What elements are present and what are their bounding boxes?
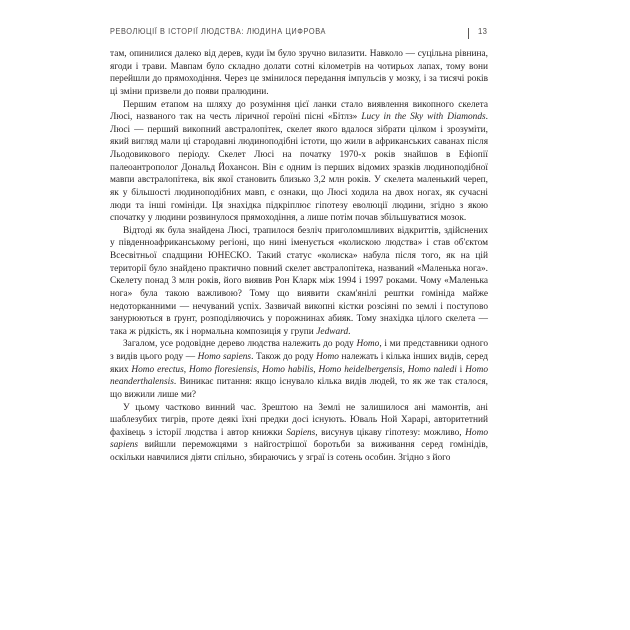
text-run: там, опинилися далеко від дерев, куди їм було зручно вилазити. Навколо — суцільна рівнина, ягоди і трави. Мавпам було складно долати сотні кілометрів на чотирьох лапах, тому вони перейшли до прямоходіння. Через це змінилося передання імпульсів у мозку, і за тисячі років ці зміни призвели до появи пралюдини. [110, 49, 488, 97]
italic-run: Jedward [316, 326, 349, 337]
text-run: . Виникає питання: якщо існувало кілька видів людей, то як же так сталося, що вижили лише ми? [110, 377, 488, 400]
paragraph [110, 338, 488, 401]
text-run: . Також до роду [251, 352, 317, 362]
text-run: вийшли переможцями з найгострішої боротьби за виживання серед гомінідів, оскільки навчилися діяти спільно, збираючись у зграї із сотень особин. Згідно з його [110, 440, 488, 463]
text-run: , [402, 364, 408, 375]
italic-run: Sapiens [286, 427, 316, 438]
paragraph [110, 99, 488, 225]
italic-run: Homo floresiensis [188, 364, 257, 375]
text-run: Відтоді як була знайдена Люсі, трапилося безліч приголомшливих відкриттів, здійснених у південноафриканському регіоні, що нині іменується «колискою людства» і став об'єктом Всесвітньої спадщини ЮНЕСКО. Такий статус «колиска» набула після того, як на цій території було знайдено практично повний скелет австралопітека, названий «Маленька нога». Скелету понад 3 млн років, його виявив Рон Кларк між 1994 і 1997 роками. Чому «Маленька нога» була такою важливою? Тому що виявити скам'янілі рештки гомініда майже недоторканними — нечуваний успіх. Зазвичай викопні кістки розсіяні по землі і поступово занурюються в ґрунт, розподіляючись у порожнинах абияк. Тому знахідка цілого скелета — така ж рідкість, як і нормальна композиція у групи [110, 225, 488, 337]
italic-run: Homo neanderthalensis [110, 364, 489, 388]
running-head-title: РЕВОЛЮЦІЇ В ІСТОРІЇ ЛЮДСТВА: ЛЮДИНА ЦИФРОВА [110, 26, 326, 36]
text-run: Першим етапом на шляху до розуміння цієї ланки стало виявлення викопного скелета Люсі, названого так на честь ліричної героїні пісні «Бітлз» [110, 99, 488, 123]
italic-run: Lucy in the Sky with Diamonds [361, 112, 486, 123]
text-run: , і ми представники одного з видів цього роду — [110, 339, 488, 362]
running-head [110, 26, 488, 40]
italic-run: Homo heidelbergensis [318, 364, 403, 375]
text-run: . [348, 326, 351, 337]
text-run: , [313, 364, 319, 375]
text-run: . Люсі — перший викопний австралопітек, скелет якого вдалося зібрати цілком і зрозуміти, який вигляд мали ці стародавні людиноподібні істоти, що жили в африканських саванах після Льодовикового періоду. Скелет Люсі на початку 1970-х років знайшов в Ефіопії палеоантрополог Дональд Йохансон. Він є одним із перших відомих зразків людиноподібної мавпи австралопітека, вік якої становить близько 3,2 млн років. У скелета маленький череп, як у більшості людиноподібних мавп, є ознаки, що Люсі ходила на двох ногах, як сучасні люди та інші гомініди. Ця знахідка підкріплює гіпотезу еволюції людини, згідно з якою спочатку у людини розвинулося прямоходіння, а лише потім почав збільшуватися мозок. [110, 112, 488, 224]
paragraph [110, 48, 488, 99]
italic-run: Homo erectus [131, 364, 184, 375]
italic-run: Homo naledi [407, 364, 457, 375]
text-run: , висунув цікаву гіпотезу: можливо, [315, 427, 466, 438]
italic-run: Homo [356, 339, 380, 350]
text-run: і [456, 364, 466, 375]
running-head-separator-rule [468, 28, 469, 39]
italic-run: Homo sapiens [197, 352, 252, 362]
body-text-block [110, 48, 488, 465]
text-run: , [256, 364, 263, 375]
page-number: 13 [477, 26, 487, 36]
italic-run: Homo [316, 352, 339, 362]
italic-run: Homo sapiens [110, 427, 488, 451]
text-run: Загалом, усе родовідне дерево людства належить до роду [123, 339, 357, 350]
text-run: , [183, 364, 189, 375]
italic-run: Homo habilis [262, 364, 314, 375]
text-run: У цьому частково винний час. Зрештою на Землі не залишилося ані мамонтів, ані шаблезубих тигрів, проте деякі їхні предки досі існують. Юваль Ной Харарі, авторитетний фахівець з історії людства і автор книжки [110, 402, 488, 438]
paragraph [110, 225, 488, 339]
text-run: належать і кілька інших видів, серед яких [110, 352, 489, 375]
paragraph [110, 402, 488, 465]
